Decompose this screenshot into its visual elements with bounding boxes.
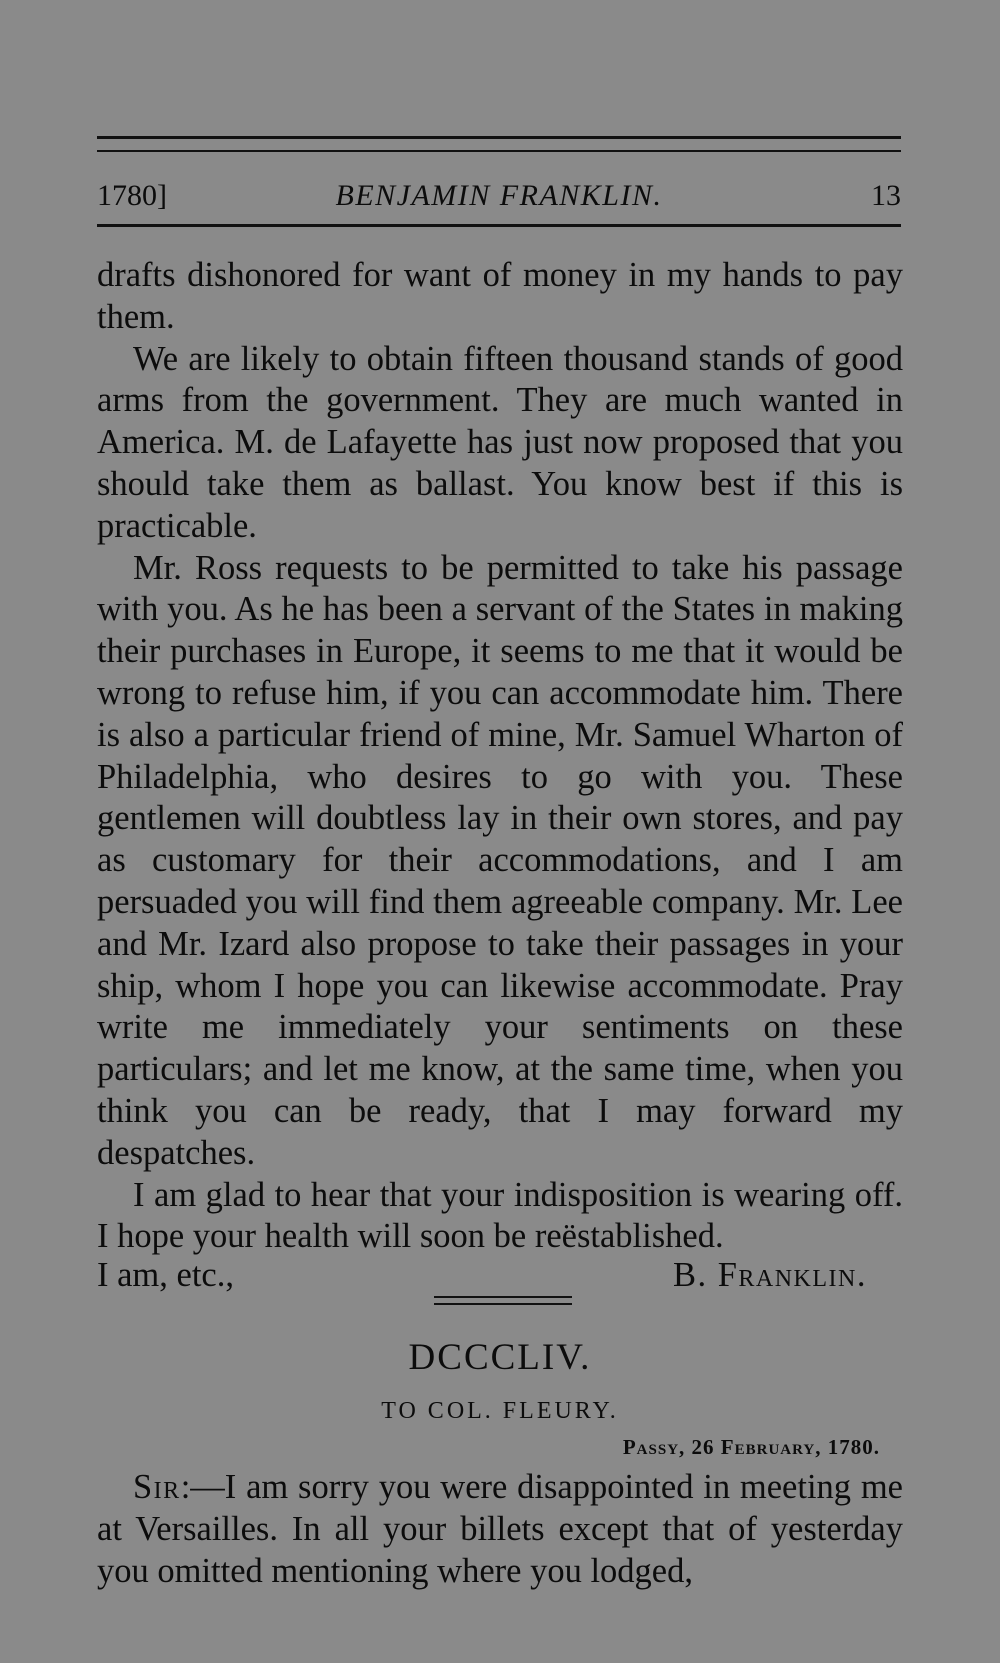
letter-closing (97, 1254, 903, 1296)
running-head-title: BENJAMIN FRANKLIN. (335, 179, 663, 212)
header-rule-bottom (97, 224, 901, 227)
letter-addressee: TO COL. FLEURY. (381, 1398, 619, 1424)
header-rule-top-thin (97, 150, 901, 152)
letter-number: DCCCLIV. (408, 1337, 592, 1378)
paragraph (97, 1466, 903, 1592)
running-head (97, 176, 901, 216)
section-divider (434, 1303, 572, 1305)
section-divider (434, 1296, 572, 1298)
signature: B. Franklin. (672, 1256, 867, 1294)
closing-phrase: I am, etc., (97, 1256, 234, 1294)
paragraph-text: :—I am sorry you were disappointed in meeting me at Versailles. In all your billets except that of yesterday you omitted mentioning where you lodged, (97, 1468, 903, 1590)
running-head-year: 1780] (97, 179, 167, 212)
paragraph: I am glad to hear that your indisposition is wearing off. I hope your health will soon be reëstablished. (97, 1175, 903, 1256)
letter-dateline: Passy, 26 February, 1780. (622, 1435, 880, 1459)
header-rule-top (97, 136, 901, 139)
paragraph: We are likely to obtain fifteen thousand stands of good arms from the government. They are much wanted in America. M. de Lafayette has just now proposed that you should take them as ballast. You know best if this is practicable. (97, 339, 903, 545)
paragraph: Mr. Ross requests to be permitted to take his passage with you. As he has been a servant of the States in making their purchases in Europe, it seems to me that it would be wrong to refuse him, if you can accommodate him. There is also a particular friend of mine, Mr. Samuel Wharton of Philadelphia, who desires to go with you. These gentlemen will doubtless lay in their own stores, and pay as customary for their accommodations, and I am persuaded you will find them agreeable company. Mr. Lee and Mr. Izard also propose to take their passages in your ship, whom I hope you can likewise accommodate. Pray write me immediately your sentiments on these particulars; and let me know, at the same time, when you think you can be ready, that I may forward my despatches. (97, 548, 903, 1172)
page-number: 13 (871, 179, 901, 212)
letter-body (97, 255, 903, 1258)
salutation: Sir (133, 1468, 181, 1506)
paragraph: drafts dishonored for want of money in my hands to pay them. (97, 256, 903, 336)
letter-body-2 (97, 1466, 903, 1592)
